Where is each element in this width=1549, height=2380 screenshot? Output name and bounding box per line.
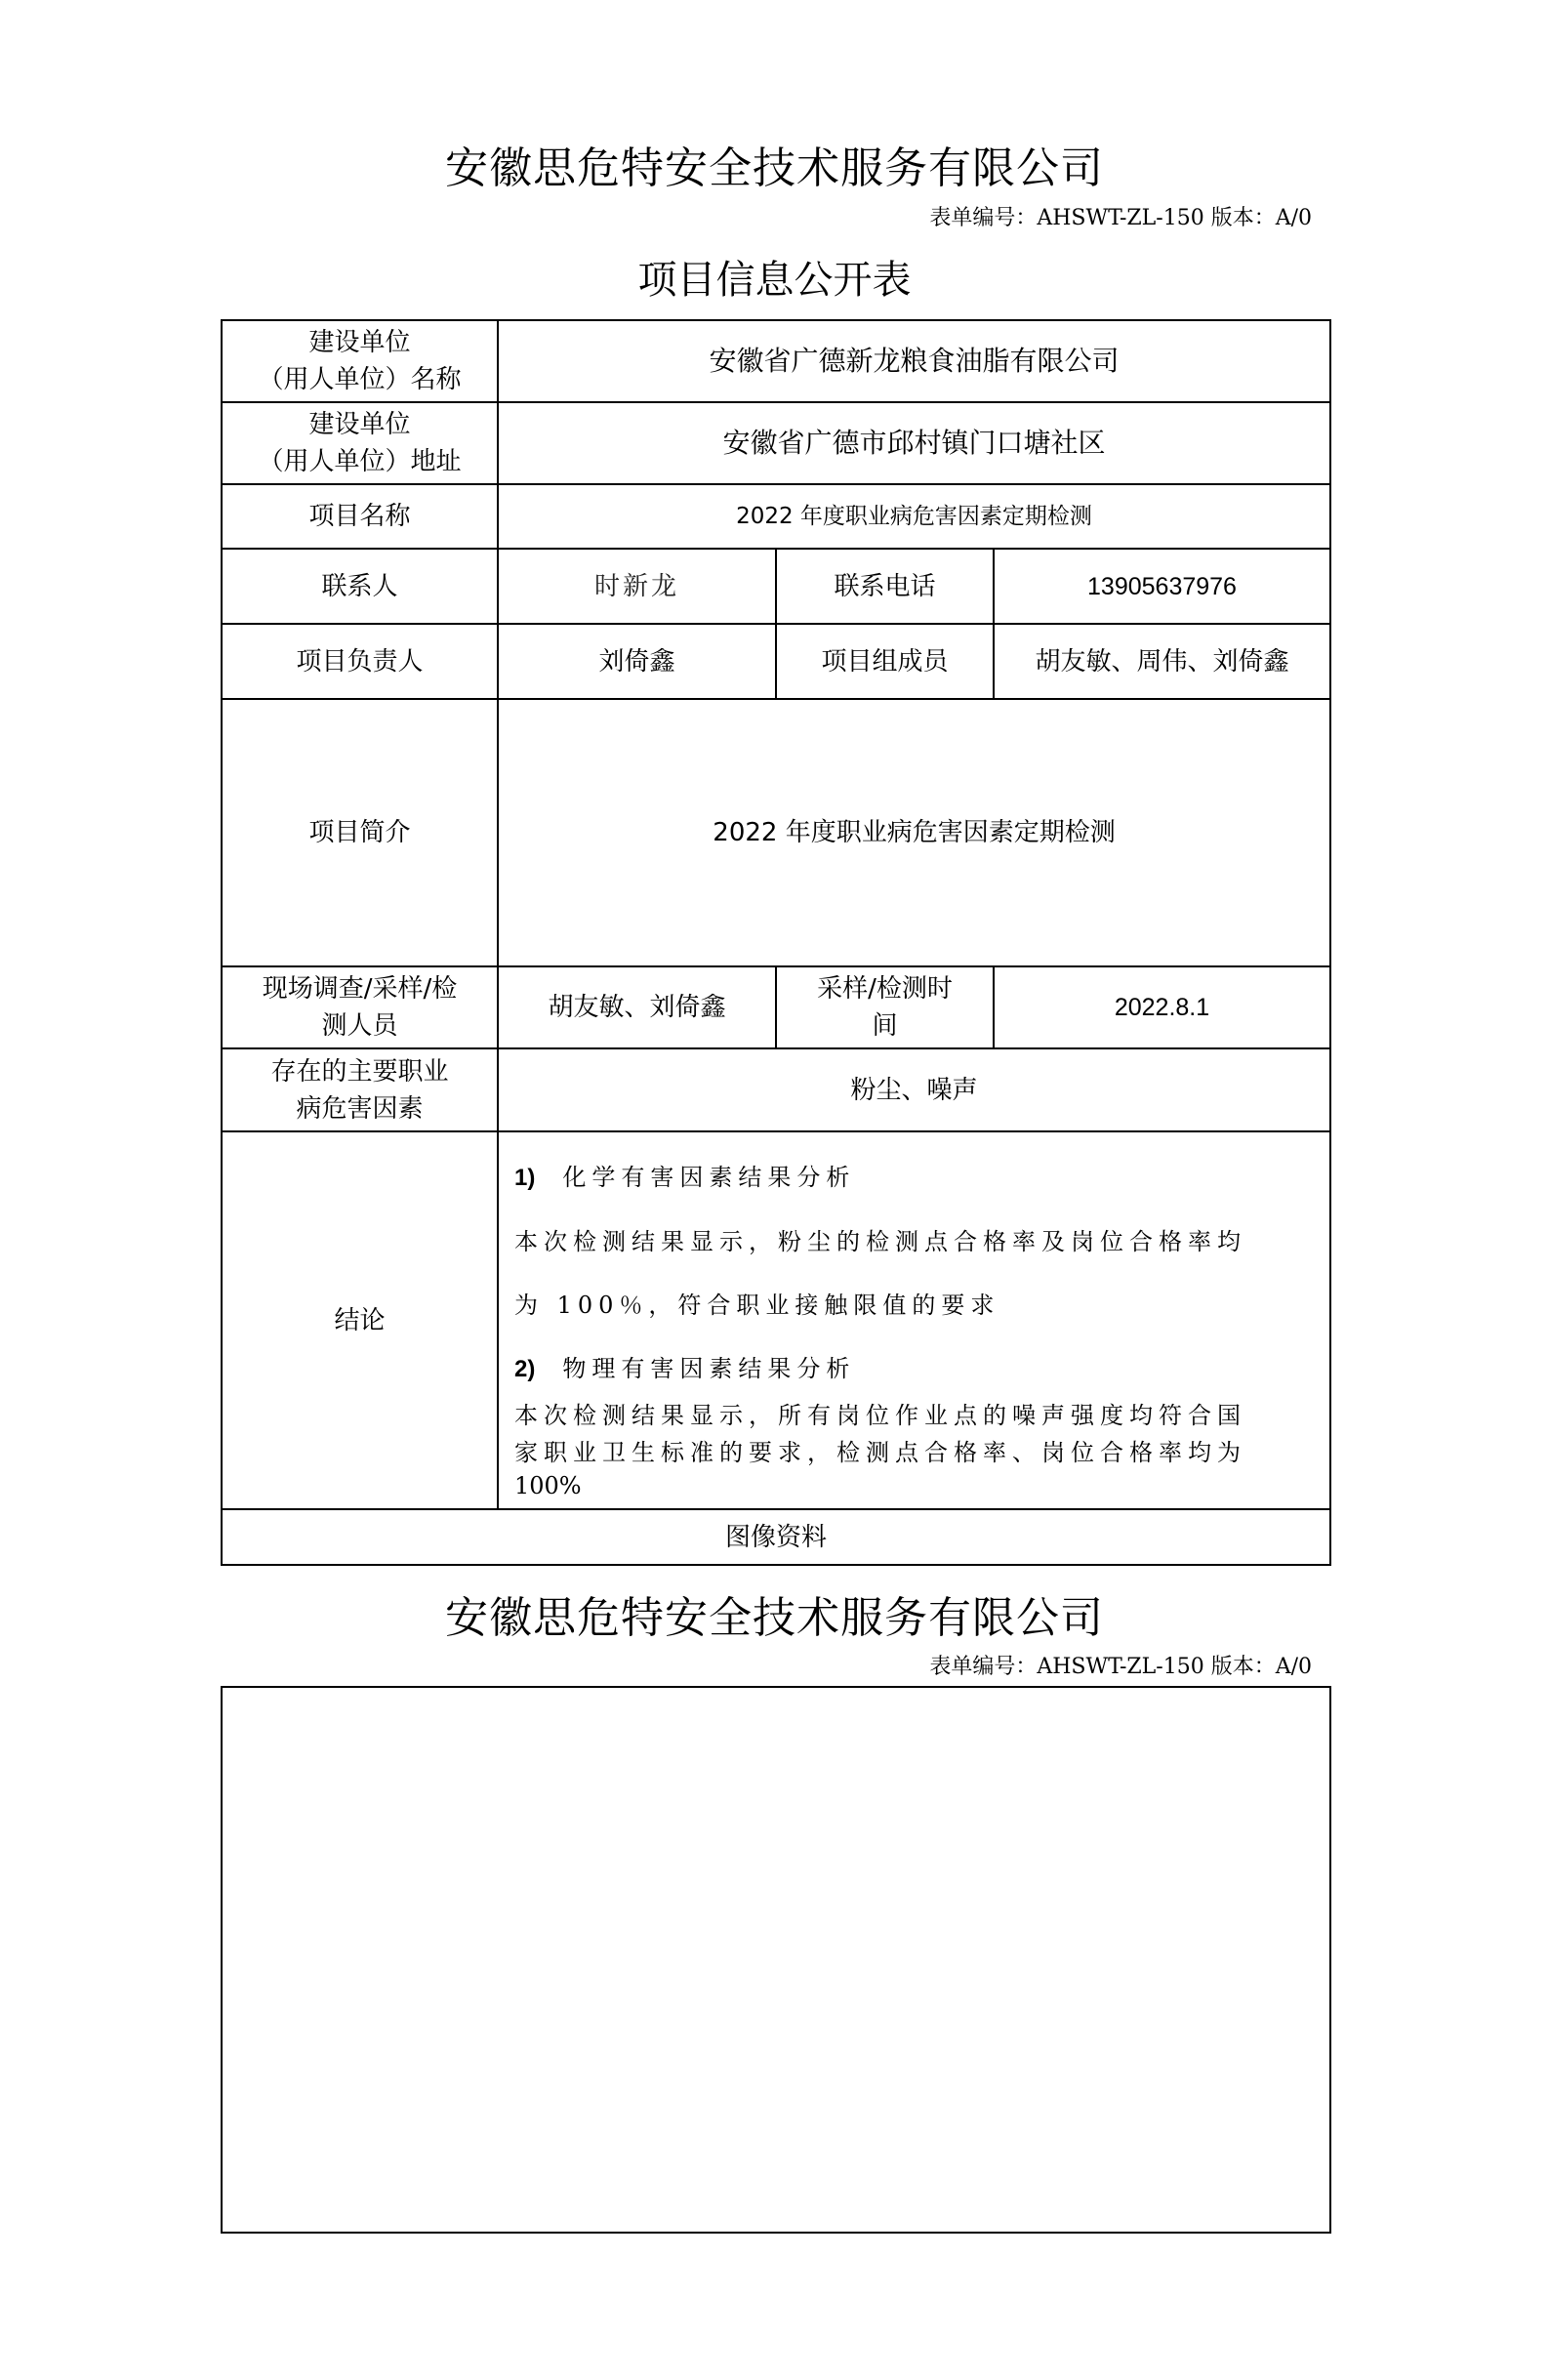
value-sampling-time: 2022.8.1 (1114, 994, 1210, 1021)
label-line: 病危害因素 (296, 1093, 424, 1124)
conclusion-item-2-line-3: 100% (514, 1472, 582, 1499)
conclusion-item-2-line-2: 家职业卫生标准的要求，检测点合格率、岗位合格率均为 (514, 1439, 1246, 1466)
conclusion-item-2-heading (514, 1349, 1325, 1383)
label-line: 采样/检测时 (817, 974, 953, 1004)
value-unit-address: 安徽省广德市邱村镇门口塘社区 (722, 427, 1106, 459)
label-line: 现场调查/采样/检 (262, 974, 458, 1004)
label-line: （用人单位）地址 (258, 447, 462, 476)
item-title: 物理有害因素结果分析 (562, 1355, 856, 1382)
value-project-leader: 刘倚鑫 (598, 646, 675, 677)
label-line: 测人员 (321, 1011, 398, 1041)
image-materials-box (221, 1686, 1331, 2234)
label-contact: 联系人 (321, 571, 398, 601)
conclusion-item-1-line-2: 为 100％，符合职业接触限值的要求 (514, 1292, 1000, 1319)
label-image-materials: 图像资料 (724, 1522, 827, 1552)
value-project-intro: 2022 年度职业病危害因素定期检测 (713, 818, 1116, 847)
company-title: 安徽思危特安全技术服务有限公司 (445, 144, 1104, 193)
company-title-page-2: 安徽思危特安全技术服务有限公司 (445, 1593, 1104, 1643)
label-team-members: 项目组成员 (821, 646, 949, 677)
value-main-hazards: 粉尘、噪声 (850, 1075, 978, 1105)
label-project-intro: 项目简介 (308, 818, 411, 847)
conclusion-item-2-line-1: 本次检测结果显示，所有岗位作业点的噪声强度均符合国 (514, 1402, 1246, 1429)
value-team-members: 胡友敏、周伟、刘倚鑫 (1035, 646, 1289, 677)
label-main-hazards (223, 1049, 497, 1130)
label-line: 建设单位 (308, 410, 411, 439)
value-project-name: 2022 年度职业病危害因素定期检测 (736, 504, 1092, 529)
label-line: 建设单位 (308, 328, 411, 357)
conclusion-item-1-line-1: 本次检测结果显示，粉尘的检测点合格率及岗位合格率均 (514, 1228, 1246, 1255)
form-number-page-2: 表单编号：AHSWT-ZL-150 版本：A/0 (929, 1655, 1312, 1679)
value-unit-name: 安徽省广德新龙粮食油脂有限公司 (709, 345, 1120, 377)
label-sampling-time (777, 967, 993, 1047)
label-phone: 联系电话 (834, 571, 936, 601)
label-line: 存在的主要职业 (270, 1056, 449, 1087)
label-project-name: 项目名称 (308, 502, 411, 531)
form-title: 项目信息公开表 (637, 258, 912, 303)
label-line: 间 (872, 1011, 898, 1041)
conclusion-item-1-heading (514, 1158, 1325, 1192)
label-unit-name (223, 321, 497, 401)
item-number: 2) (514, 1356, 536, 1382)
label-conclusion: 结论 (334, 1305, 386, 1335)
value-survey-staff: 胡友敏、刘倚鑫 (548, 993, 726, 1022)
label-survey-staff (223, 967, 497, 1047)
value-contact: 时新龙 (593, 571, 679, 601)
item-number: 1) (514, 1165, 536, 1191)
label-unit-address (223, 403, 497, 483)
value-phone: 13905637976 (1087, 572, 1237, 600)
label-line: （用人单位）名称 (258, 365, 462, 394)
item-title: 化学有害因素结果分析 (562, 1164, 856, 1191)
form-number: 表单编号：AHSWT-ZL-150 版本：A/0 (929, 206, 1312, 230)
label-project-leader: 项目负责人 (296, 646, 424, 677)
